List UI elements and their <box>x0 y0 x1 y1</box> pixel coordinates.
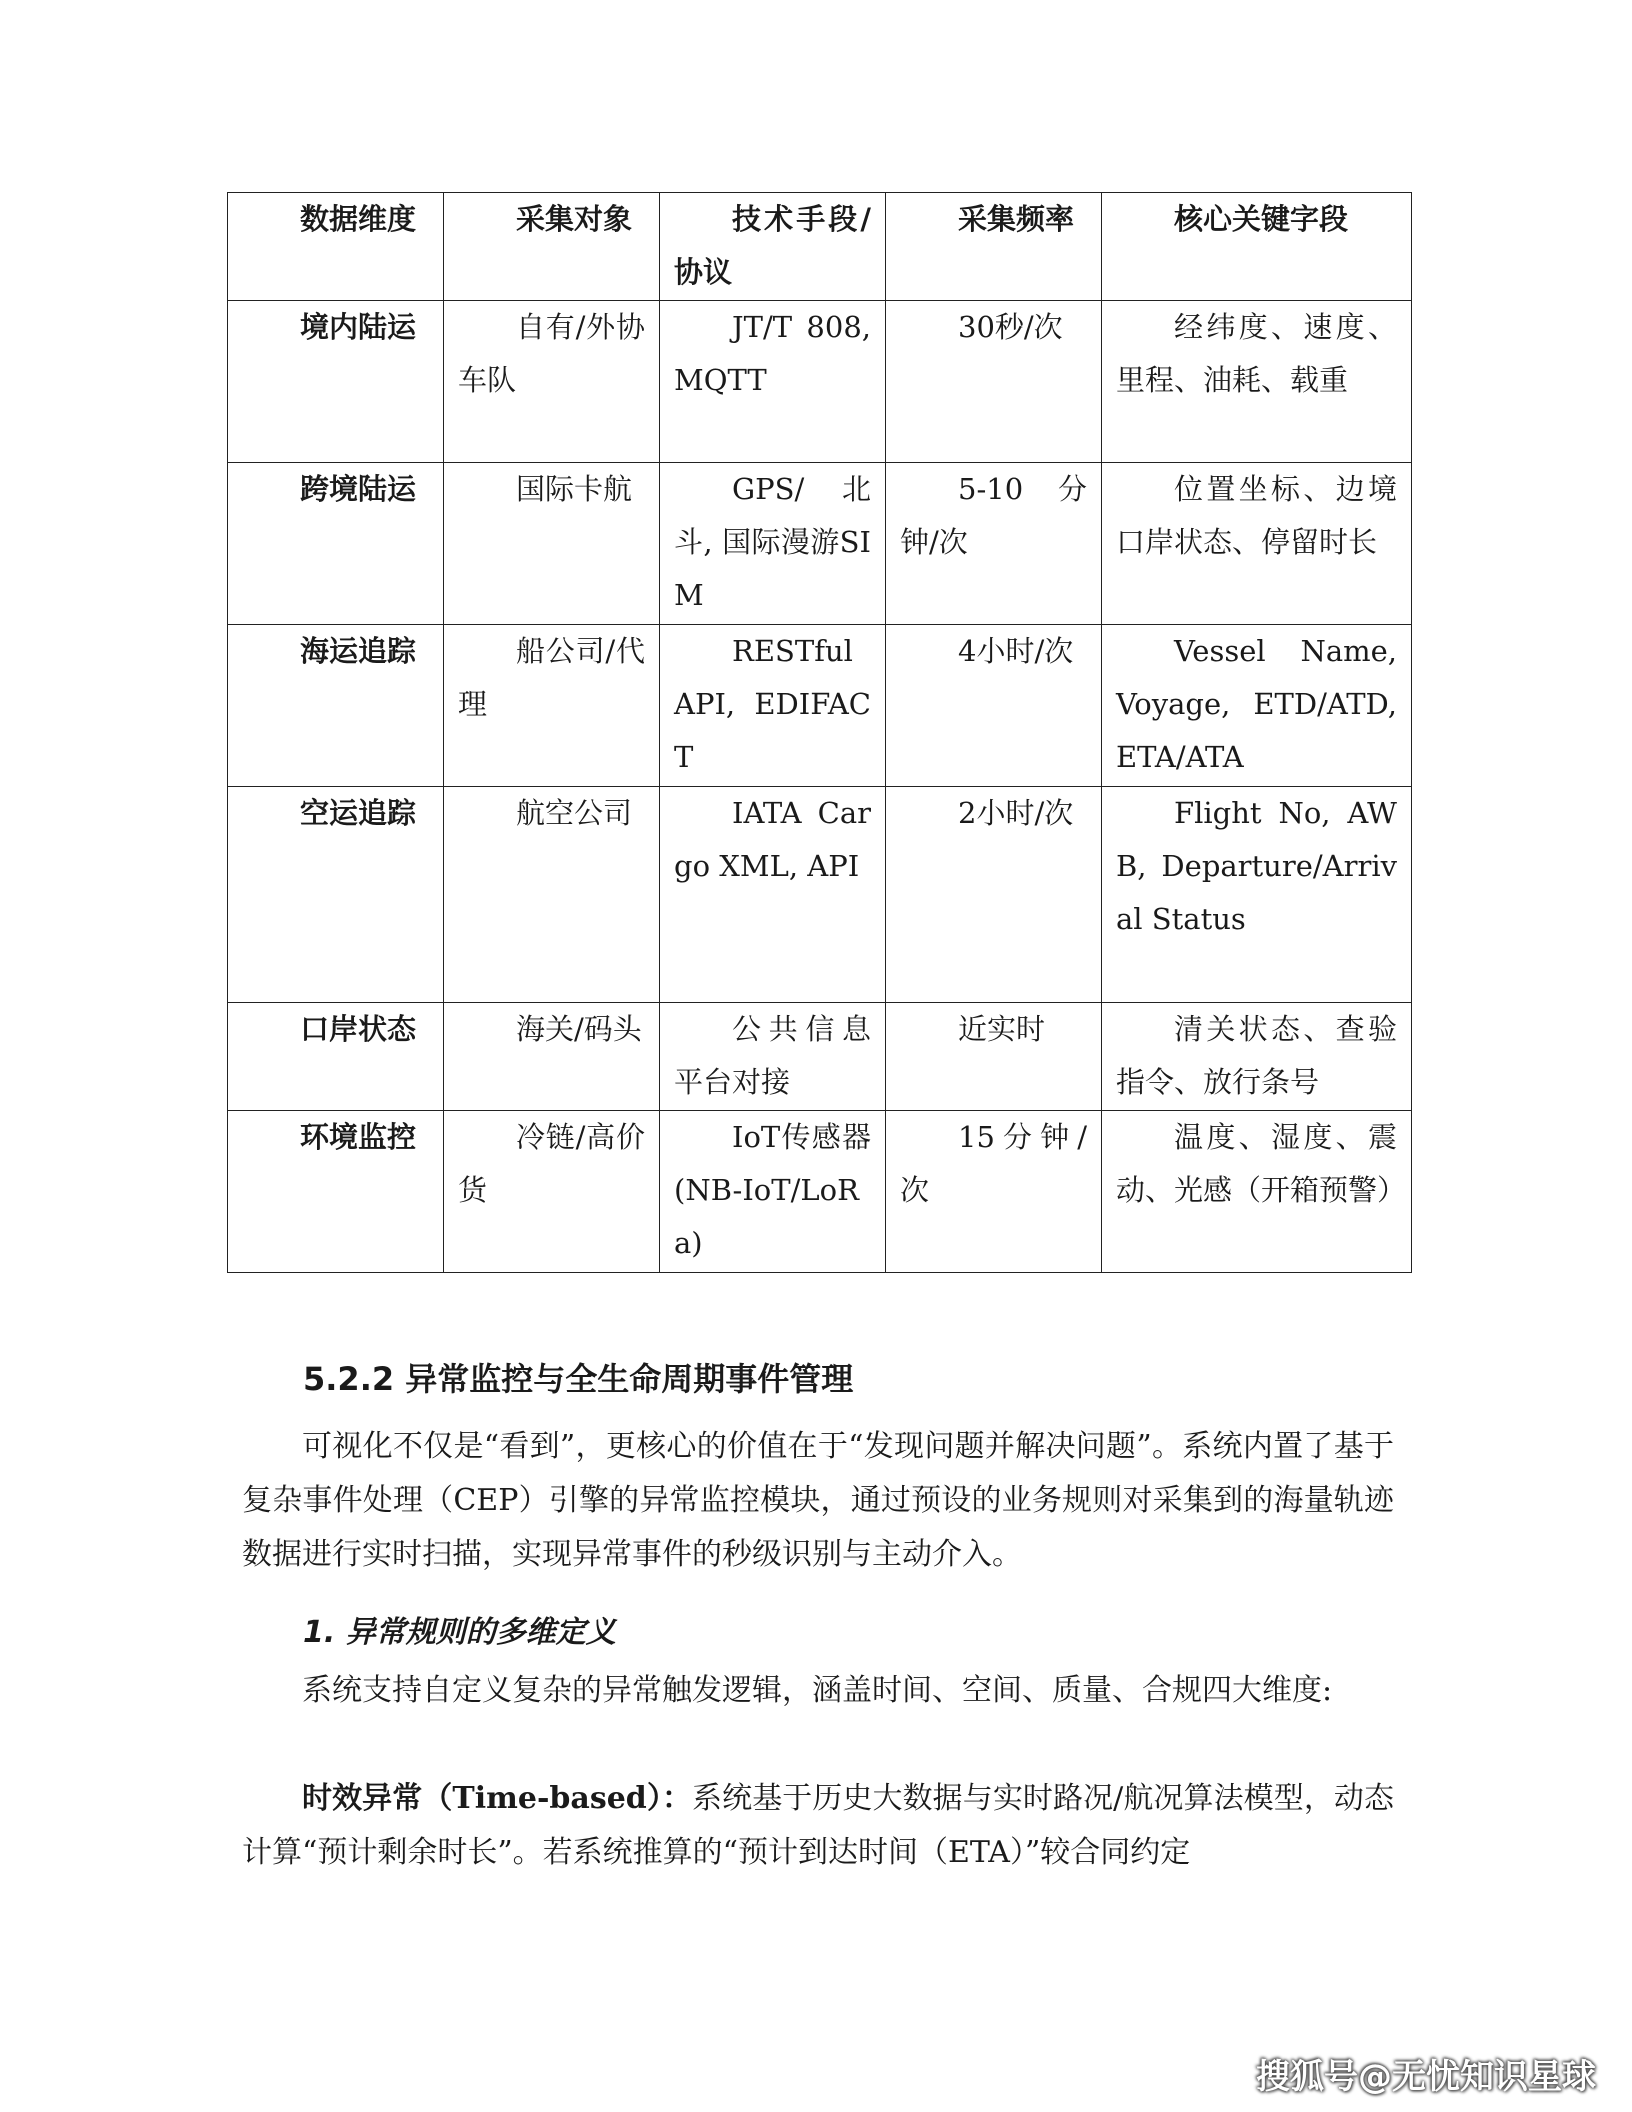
cell-fields: 温度、湿度、震动、光感（开箱预警） <box>1102 1111 1412 1273</box>
header-fields: 核心关键字段 <box>1102 193 1412 301</box>
time-anomaly-label: 时效异常（Time-based）： <box>302 1781 693 1816</box>
cell-dimension: 海运追踪 <box>228 625 444 787</box>
table-row <box>228 787 1412 1003</box>
table-header-row <box>228 193 1412 301</box>
cell-fields: Flight No, AWB, Departure/Arrival Status <box>1102 787 1412 1003</box>
cell-target: 海关/码头 <box>444 1003 660 1111</box>
time-anomaly-text: 系统基于历史大数据与实时路况/航况算法模型，动态计算“预计剩余时长”。若系统推算的“预计到达时间（ETA）”较合同约定 <box>242 1781 1395 1870</box>
header-dimension: 数据维度 <box>228 193 444 301</box>
watermark: 搜狐号@无忧知识星球 <box>1256 2057 1596 2097</box>
cell-dimension: 环境监控 <box>228 1111 444 1273</box>
cell-target: 航空公司 <box>444 787 660 1003</box>
time-anomaly-paragraph <box>242 1772 1394 1880</box>
cell-frequency: 15分钟/次 <box>886 1111 1102 1273</box>
rules-intro-paragraph: 系统支持自定义复杂的异常触发逻辑，涵盖时间、空间、质量、合规四大维度: <box>302 1673 1333 1708</box>
cell-tech: IATA Cargo XML, API <box>660 787 886 1003</box>
cell-frequency: 5-10分钟/次 <box>886 463 1102 625</box>
table-row <box>228 463 1412 625</box>
cell-tech: RESTful API, EDIFACT <box>660 625 886 787</box>
header-target: 采集对象 <box>444 193 660 301</box>
cell-dimension: 跨境陆运 <box>228 463 444 625</box>
cell-target: 自有/外协车队 <box>444 301 660 463</box>
cell-fields: Vessel Name, Voyage, ETD/ATD, ETA/ATA <box>1102 625 1412 787</box>
cell-fields: 经纬度、速度、里程、油耗、载重 <box>1102 301 1412 463</box>
data-collection-table <box>227 192 1412 1273</box>
cell-target: 船公司/代理 <box>444 625 660 787</box>
header-frequency: 采集频率 <box>886 193 1102 301</box>
cell-tech: 公共信息平台对接 <box>660 1003 886 1111</box>
cell-dimension: 空运追踪 <box>228 787 444 1003</box>
cell-tech: GPS/北斗, 国际漫游SIM <box>660 463 886 625</box>
table-row <box>228 301 1412 463</box>
cell-dimension: 口岸状态 <box>228 1003 444 1111</box>
table-row <box>228 1111 1412 1273</box>
cell-tech: IoT传感器 (NB-IoT/LoRa) <box>660 1111 886 1273</box>
cell-frequency: 2小时/次 <box>886 787 1102 1003</box>
section-heading: 5.2.2 异常监控与全生命周期事件管理 <box>303 1360 854 1398</box>
cell-target: 冷链/高价货 <box>444 1111 660 1273</box>
table-row <box>228 625 1412 787</box>
cell-frequency: 近实时 <box>886 1003 1102 1111</box>
cell-tech: JT/T 808, MQTT <box>660 301 886 463</box>
subsection-heading: 1. 异常规则的多维定义 <box>303 1615 616 1650</box>
cell-frequency: 4小时/次 <box>886 625 1102 787</box>
table-row <box>228 1003 1412 1111</box>
cell-dimension: 境内陆运 <box>228 301 444 463</box>
intro-paragraph: 可视化不仅是“看到”，更核心的价值在于“发现问题并解决问题”。系统内置了基于复杂事件处理（CEP）引擎的异常监控模块，通过预设的业务规则对采集到的海量轨迹数据进行实时扫描，实现异常事件的秒级识别与主动介入。 <box>242 1429 1394 1572</box>
cell-fields: 位置坐标、边境口岸状态、停留时长 <box>1102 463 1412 625</box>
cell-frequency: 30秒/次 <box>886 301 1102 463</box>
header-tech: 技术手段/协议 <box>660 193 886 301</box>
cell-target: 国际卡航 <box>444 463 660 625</box>
cell-fields: 清关状态、查验指令、放行条号 <box>1102 1003 1412 1111</box>
